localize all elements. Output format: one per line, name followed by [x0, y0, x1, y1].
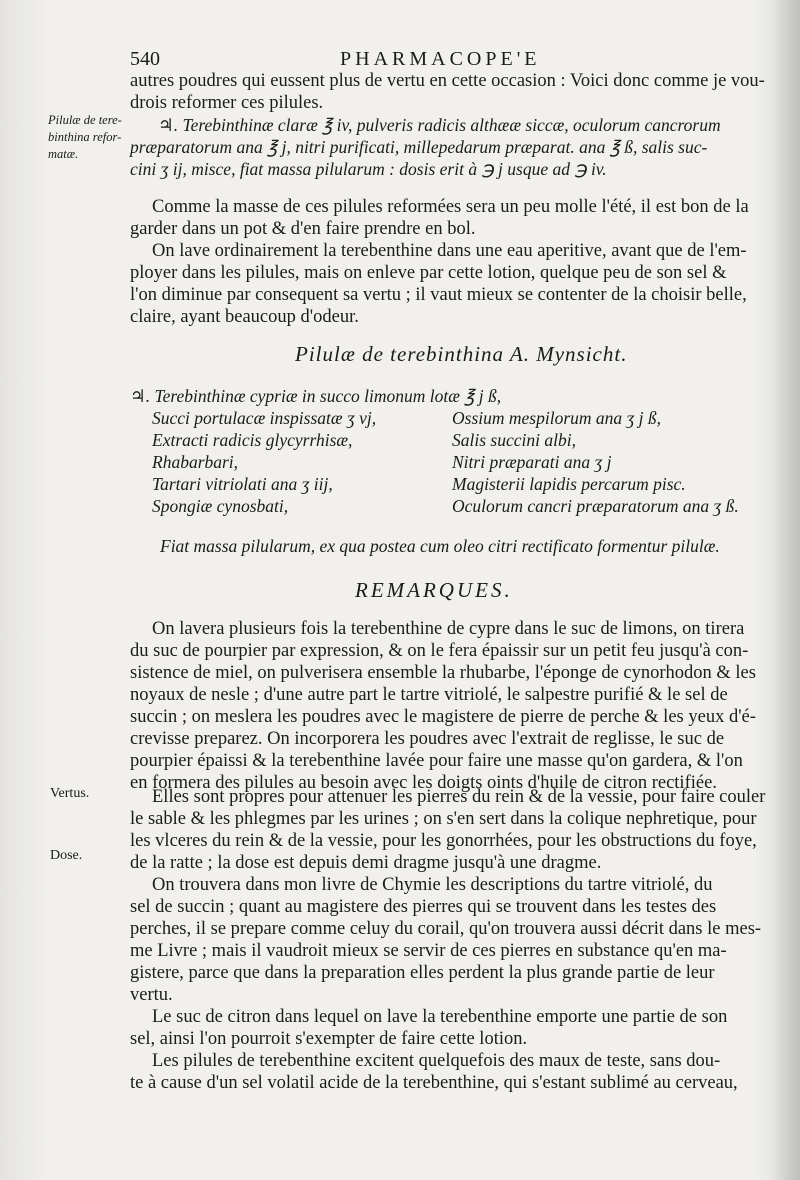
text-line: drois reformer ces pilules.: [130, 93, 324, 113]
text-line: Les pilules de terebenthine excitent quelquefois des maux de teste, sans dou-: [152, 1051, 721, 1071]
ingredient-left: Succi portulacæ inspissatæ ʒ vj,: [152, 408, 377, 428]
text-line: garder dans un pot & d'en faire prendre en bol.: [130, 219, 476, 239]
text-line: autres poudres qui eussent plus de vertu en cette occasion : Voici donc comme je vou-: [130, 71, 765, 91]
margin-note-line: Pilulæ de tere-: [48, 113, 122, 127]
text-line: On trouvera dans mon livre de Chymie les descriptions du tartre vitriolé, du: [152, 875, 713, 895]
ingredient-left: Spongiæ cynosbati,: [152, 496, 289, 516]
text-line: en formera des pilules au besoin avec les doigts oints d'huile de citron rectifiée.: [130, 773, 717, 793]
margin-note-dose: Dose.: [50, 848, 83, 863]
text-line: gistere, parce que dans la preparation elles perdent la plus grande partie de leur: [130, 963, 715, 983]
page-gutter-shadow: [770, 0, 800, 1180]
recipe-line: ♃. Terebinthinæ cypriæ in succo limonum lotæ ℥ j ß,: [130, 386, 502, 406]
margin-note-line: matæ.: [48, 147, 79, 161]
recipe-line: ♃. Terebinthinæ claræ ℥ iv, pulveris radicis althææ siccæ, oculorum cancrorum: [158, 115, 721, 135]
margin-note-pilulae: [48, 112, 122, 163]
text-line: le sable & les phlegmes par les urines ; on s'en sert dans la colique nephretique, pour: [130, 809, 757, 829]
ingredient-left: Tartari vitriolati ana ʒ iij,: [152, 474, 333, 494]
margin-note-line: binthina refor-: [48, 130, 122, 144]
text-line: ployer dans les pilules, mais on enleve par cette lotion, quelque peu de son sel &: [130, 263, 727, 283]
text-line: sel, ainsi l'on pourroit s'exempter de faire cette lotion.: [130, 1029, 528, 1049]
recipe-final-line: Fiat massa pilularum, ex qua postea cum oleo citri rectificato formentur pilulæ.: [160, 536, 720, 556]
text-line: pourpier épaissi & la terebenthine lavée pour faire une masse qu'on gardera, & l'on: [130, 751, 743, 771]
recipe-line: cini ʒ ij, misce, fiat massa pilularum : dosis erit à ℈ j usque ad ℈ iv.: [130, 159, 607, 179]
text-line: l'on diminue par consequent sa vertu ; il vaut mieux se contenter de la choisir belle,: [130, 285, 747, 305]
text-line: crevisse preparez. On incorporera les poudres avec l'extrait de reglisse, le suc de: [130, 729, 725, 749]
ingredient-right: Nitri præparati ana ʒ j: [452, 452, 612, 472]
text-line: sel de succin ; quant au magistere des pierres qui se trouvent dans les testes des: [130, 897, 717, 917]
text-line: vertu.: [130, 985, 173, 1005]
text-line: Elles sont propres pour attenuer les pierres du rein & de la vessie, pour faire couler: [152, 787, 766, 807]
text-line: On lavera plusieurs fois la terebenthine de cypre dans le suc de limons, on tirera: [152, 619, 745, 639]
ingredient-right: Oculorum cancri præparatorum ana ʒ ß.: [452, 496, 739, 516]
text-line: claire, ayant beaucoup d'odeur.: [130, 307, 359, 327]
ingredient-right: Salis succini albi,: [452, 430, 576, 450]
text-line: te à cause d'un sel volatil acide de la terebenthine, qui s'estant sublimé au cerveau,: [130, 1073, 738, 1093]
text-line: de la ratte ; la dose est depuis demi dragme jusqu'à une dragme.: [130, 853, 602, 873]
text-line: me Livre ; mais il vaudroit mieux se servir de ces pierres en substance qu'en ma-: [130, 941, 727, 961]
text-line: On lave ordinairement la terebenthine dans une eau aperitive, avant que de l'em-: [152, 241, 747, 261]
text-line: sistence de miel, on pulverisera ensemble la rhubarbe, l'éponge de cynorhodon & les: [130, 663, 756, 683]
ingredient-left: Extracti radicis glycyrrhisæ,: [152, 430, 353, 450]
margin-note-vertus: Vertus.: [50, 786, 90, 801]
section-heading: Pilulæ de terebinthina A. Mynsicht.: [295, 342, 628, 366]
ingredient-right: Ossium mespilorum ana ʒ j ß,: [452, 408, 662, 428]
text-line: les vlceres du rein & de la vessie, pour les gonorrhées, pour les obstructions du foye,: [130, 831, 757, 851]
recipe-line: præparatorum ana ℥ j, nitri purificati, millepedarum præparat. ana ℥ ß, salis suc-: [130, 137, 708, 157]
ingredient-left: Rhabarbari,: [152, 452, 239, 472]
text-line: Comme la masse de ces pilules reformées sera un peu molle l'été, il est bon de la: [152, 197, 749, 217]
text-line: noyaux de nesle ; d'une autre part le tartre vitriolé, le salpestre purifié & le sel de: [130, 685, 728, 705]
text-line: succin ; on meslera les poudres avec le magistere de pierre de perche & les yeux d'é-: [130, 707, 756, 727]
page-number: 540: [130, 48, 160, 70]
text-line: perches, il se prepare comme celuy du corail, qu'on trouvera aussi décrit dans le mes-: [130, 919, 762, 939]
remarques-heading: REMARQUES.: [355, 578, 513, 602]
ingredient-right: Magisterii lapidis percarum pisc.: [452, 474, 686, 494]
running-title: PHARMACOPE'E: [340, 48, 541, 70]
text-line: du suc de pourpier par expression, & on le fera épaissir sur un petit feu jusqu'à con-: [130, 641, 749, 661]
text-line: Le suc de citron dans lequel on lave la terebenthine emporte une partie de son: [152, 1007, 728, 1027]
